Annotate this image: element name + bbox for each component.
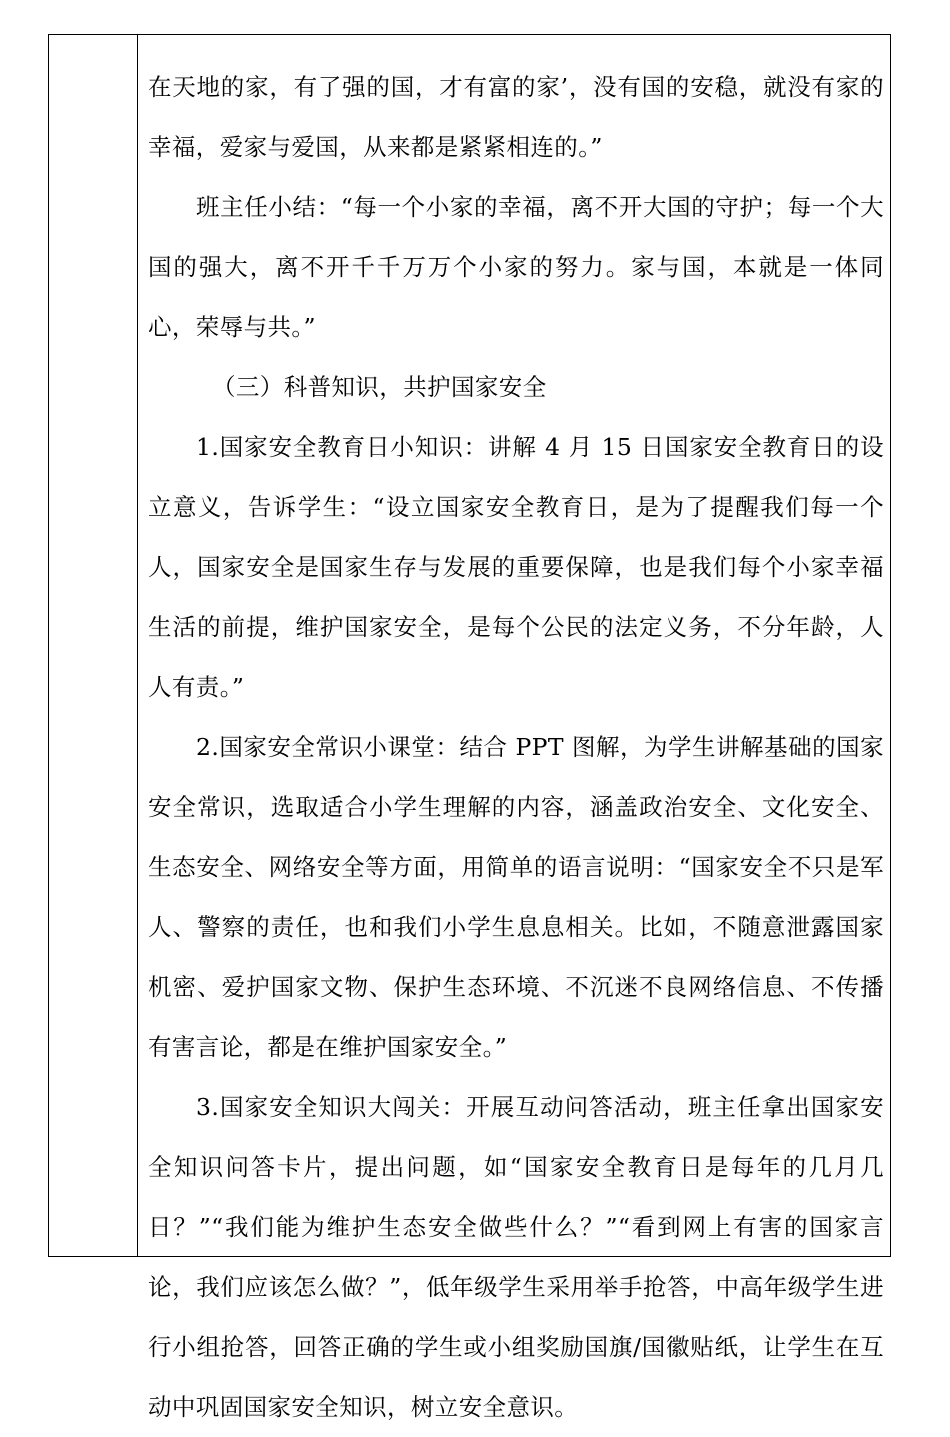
table-left-column [49, 35, 138, 1256]
document-table [48, 34, 891, 1421]
paragraph-item-1: 1.国家安全教育日小知识：讲解 4 月 15 日国家安全教育日的设立意义，告诉学生：“设立国家安全教育日，是为了提醒我们每一个人，国家安全是国家生存与发展的重要保障，也是我们每个小家幸福生活的前提，维护国家安全，是每个公民的法定义务，不分年龄，人人有责。” [148, 433, 884, 701]
section-heading: （三）科普知识，共护国家安全 [212, 373, 547, 401]
paragraph-item-3: 3.国家安全知识大闯关：开展互动问答活动，班主任拿出国家安全知识问答卡片，提出问题，如“国家安全教育日是每年的几月几日？”“我们能为维护生态安全做些什么？”“看到网上有害的国家言论，我们应该怎么做？”，低年级学生采用举手抢答，中高年级学生进行小组抢答，回答正确的学生或小组奖励国旗/国徽贴纸，让学生在互动中巩固国家安全知识，树立安全意识。 [148, 1093, 884, 1421]
paragraph-continuation: 在天地的家，有了强的国，才有富的家’，没有国的安稳，就没有家的幸福，爱家与爱国，从来都是紧紧相连的。” [148, 73, 884, 161]
table-content-cell [148, 35, 884, 1437]
paragraph-item-2: 2.国家安全常识小课堂：结合 PPT 图解，为学生讲解基础的国家安全常识，选取适合小学生理解的内容，涵盖政治安全、文化安全、生态安全、网络安全等方面，用简单的语言说明：“国家安全不只是军人、警察的责任，也和我们小学生息息相关。比如，不随意泄露国家机密、爱护国家文物、保护生态环境、不沉迷不良网络信息、不传播有害言论，都是在维护国家安全。” [148, 733, 884, 1061]
paragraph-teacher-summary: 班主任小结：“每一个小家的幸福，离不开大国的守护；每一个大国的强大，离不开千千万万个小家的努力。家与国，本就是一体同心，荣辱与共。” [148, 193, 884, 341]
